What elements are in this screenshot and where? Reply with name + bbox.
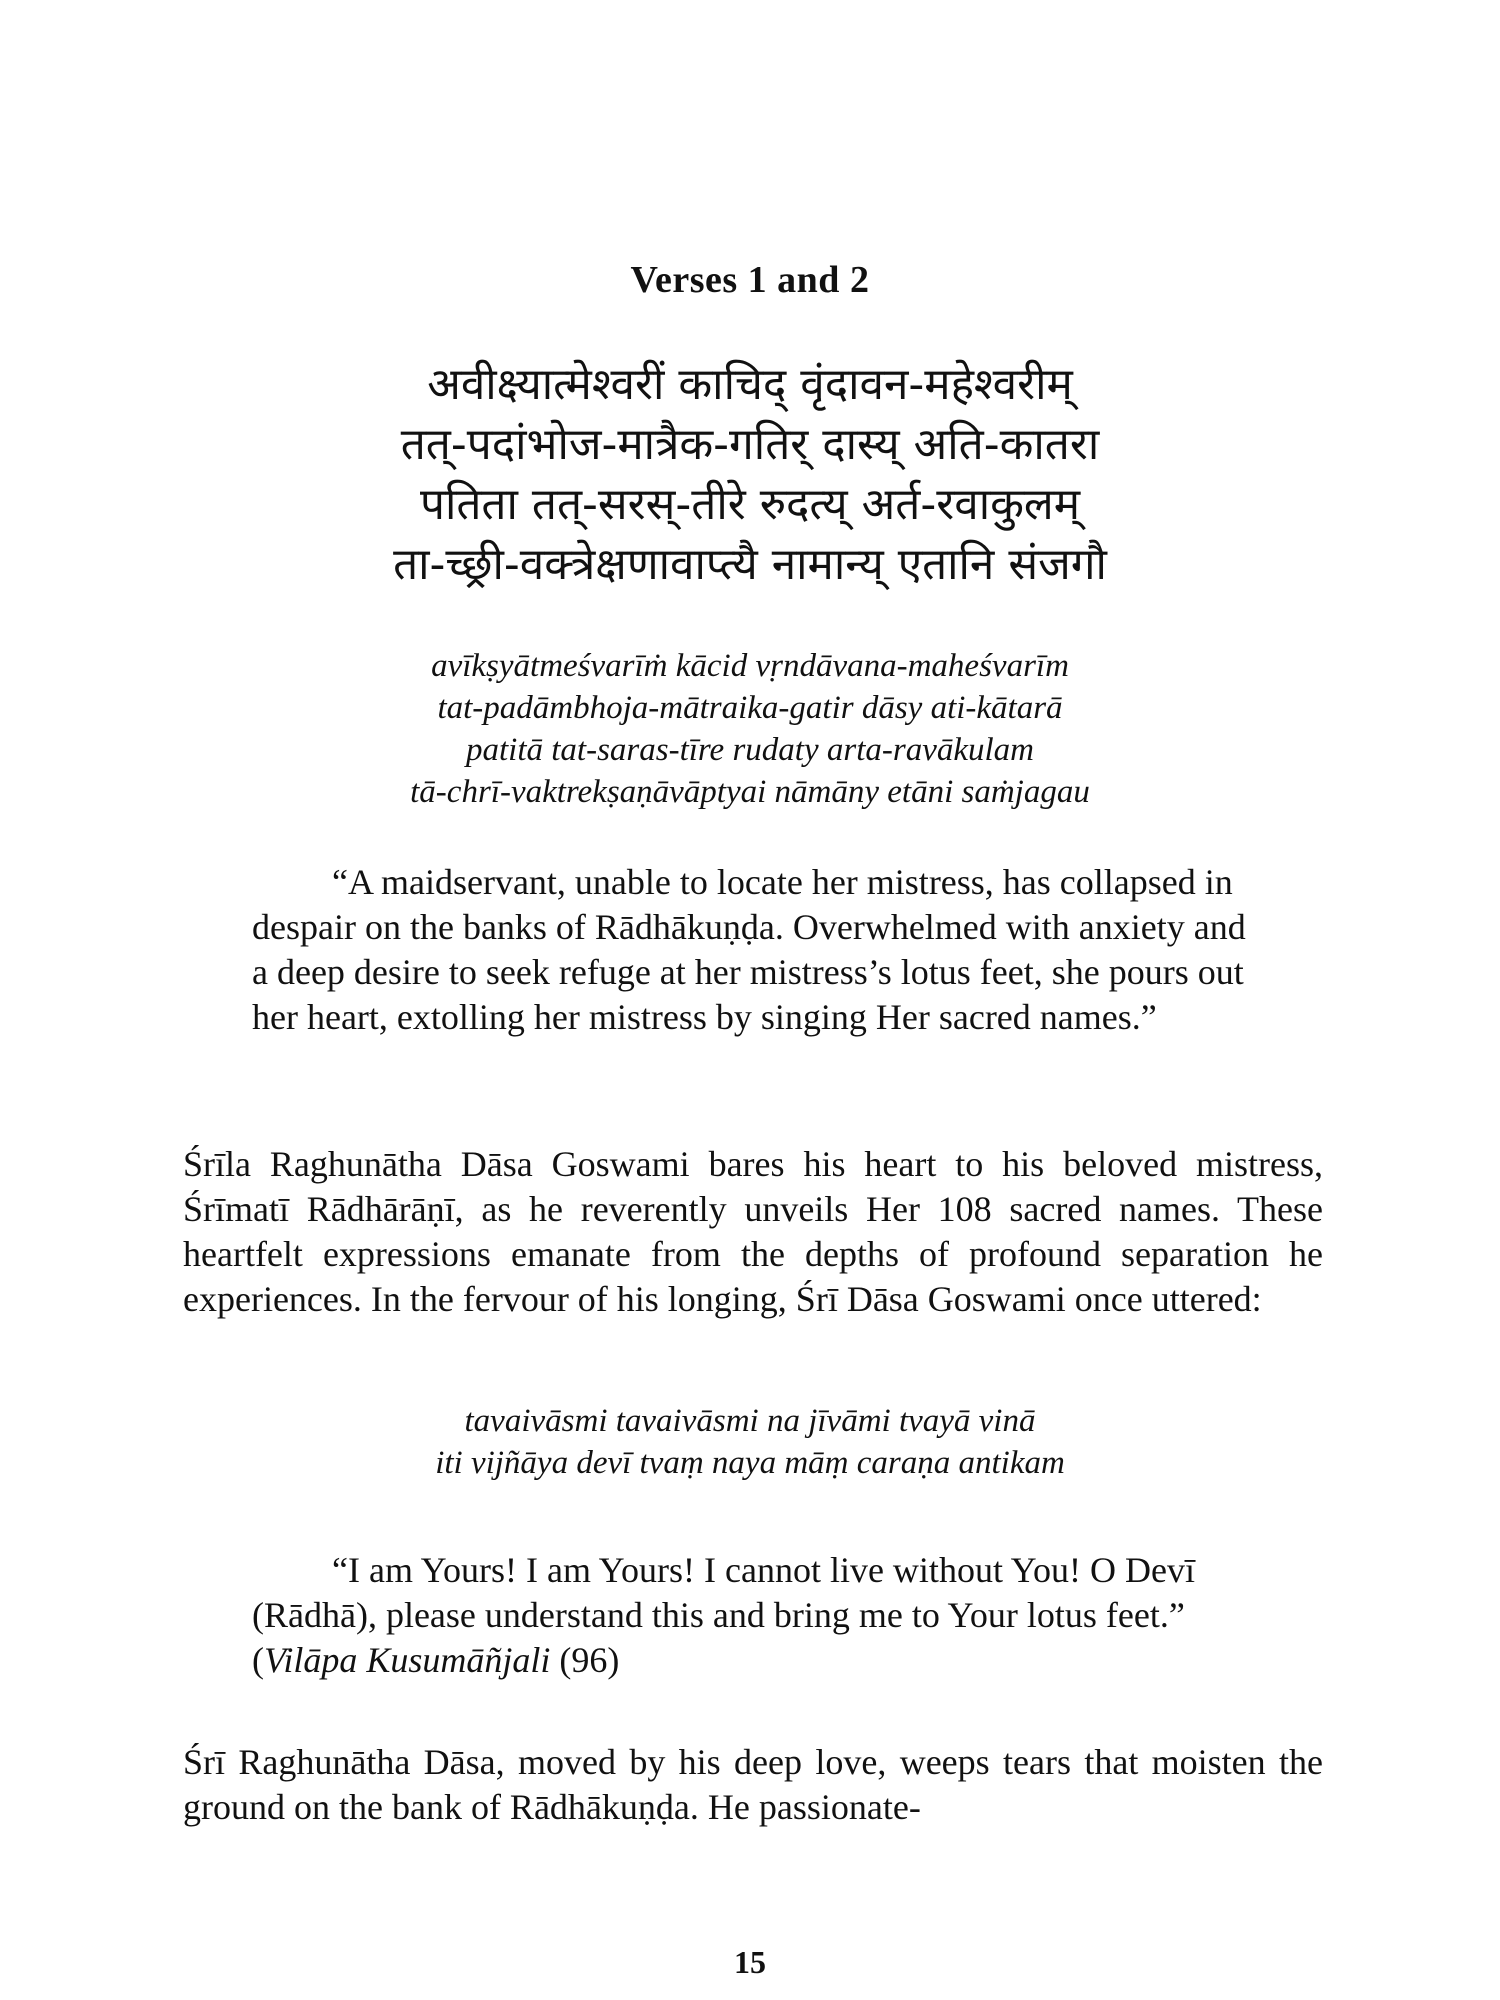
quote-verse-number: (96) [559,1640,620,1680]
devanagari-line: ता-च्छ्री-वक्त्रेक्षणावाप्त्यै नामान्य् एतानि संजगौ [393,539,1107,590]
commentary-paragraph-1 [183,1142,1323,1322]
translation-text: “A maidservant, unable to locate her mistress, has collapsed in despair on the banks of Rādhākuṇḍa. Overwhelmed with anxiety and a deep desire to seek refuge at her mistress’s lotus feet, she pours out her heart, extolling her mistress by singing Her sacred names.” [252,862,1246,1037]
commentary-paragraph-2 [183,1740,1323,1830]
transliteration-line: tat-padāmbhoja-mātraika-gatir dāsy ati-kātarā [437,690,1063,726]
verse-transliteration [180,645,1320,813]
quote-paragraph: “I am Yours! I am Yours! I cannot live without You! O Devī (Rādhā), please understand this and bring me to Your lotus feet.” (Vilāpa Kusumāñjali (96) [252,1550,1195,1680]
sanskrit-verse-devanagari [180,355,1320,595]
page-number: 15 [734,1944,766,1980]
devanagari-line: पतिता तत्-सरस्-तीरे रुदत्य् अर्त-रवाकुलम् [419,479,1081,530]
quote-source: Vilāpa Kusumāñjali [264,1640,551,1680]
quoted-verse-translation [252,1548,1262,1683]
section-heading: Verses 1 and 2 [630,259,870,301]
devanagari-line: तत्-पदांभोज-मात्रैक-गतिर् दास्य् अति-कातरा [400,419,1100,470]
quoted-verse [180,1400,1320,1484]
devanagari-line: अवीक्ष्यात्मेश्वरीं काचिद् वृंदावन-महेश्वरीम् [427,359,1073,410]
quoted-verse-line: tavaivāsmi tavaivāsmi na jīvāmi tvayā vinā [464,1403,1036,1439]
verse-translation [252,860,1262,1040]
quoted-verse-line: iti vijñāya devī tvaṃ naya māṃ caraṇa antikam [435,1445,1065,1481]
transliteration-line: avīkṣyātmeśvarīṁ kācid vṛndāvana-maheśvarīm [431,648,1069,684]
paragraph-text: Śrīla Raghunātha Dāsa Goswami bares his heart to his beloved mistress, Śrīmatī Rādhārāṇī, as he reverently unveils Her 108 sacred names. These heartfelt expressions emanate from the depths of profound separation he experiences. In the fervour of his longing, Śrī Dāsa Goswami once uttered: [183,1144,1323,1319]
transliteration-line: patitā tat-saras-tīre rudaty arta-ravākulam [466,732,1034,768]
paragraph-text: Śrī Raghunātha Dāsa, moved by his deep love, weeps tears that moisten the ground on the bank of Rādhākuṇḍa. He passionate- [183,1742,1323,1827]
quote-text: “I am Yours! I am Yours! I cannot live without You! O Devī (Rādhā), please understand this and bring me to Your lotus feet.” [252,1550,1195,1635]
transliteration-line: tā-chrī-vaktrekṣaṇāvāptyai nāmāny etāni saṁjagau [410,774,1090,810]
